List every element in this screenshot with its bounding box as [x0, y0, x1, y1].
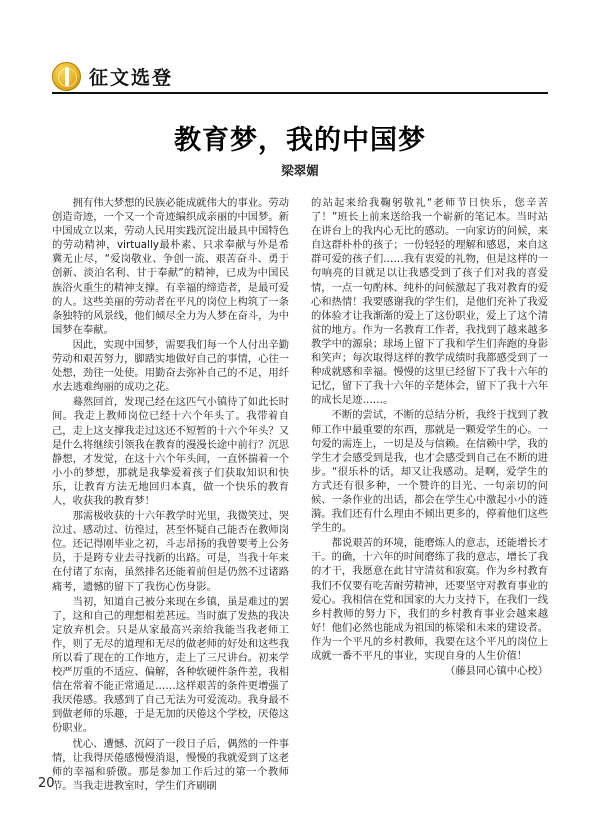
paragraph: 蓦然回首，发现己经在这匹气小镇待了如此长时间。我走上教师岗位已经十六个年头了。我带着自己，走上这支撑我走过这还不短暂的十六个年头？又是什么将继续引领我在教育的漫漫长途中前行？沉思静想，才发觉，在这十六个年头间，一直怀揣着一个小小的梦想，那就是我挚爱着孩子们获取知识和快乐，让教育方法无地回归本真，做一个快乐的教育人，收获我的教育梦！ — [52, 396, 289, 507]
paragraph: 拥有伟大梦想的民族必能成就伟大的事业。劳动创造奇迹，一个又一个奇迹编织成亲丽的中国梦。新中国成立以来，劳动人民用实践沉淀出最具中国特色的劳动精神，virtually最朴素、只求奉献与外是希冀无止尽，“爱岗敬业、争创一流、艰苦奋斗、勇于创新、淡泊名利、甘于奉献”的精神，已成为中国民族浴火重生的精神支撑。有幸福的缔造者，是最可爱的人。这些美丽的劳动者在平凡的岗位上构筑了一条条独特的风景线，他们倾尽全力为人梦在奋斗，为中国梦在奉献。 — [52, 197, 289, 336]
article-author: 梁翠媚 — [281, 163, 319, 178]
page-number: 20 — [38, 776, 55, 791]
article-body — [52, 196, 548, 794]
section-header — [52, 62, 173, 91]
paragraph: 当初，知道自己被分来现在乡镇，虽是难过的罢了，这和自己的理想相差甚远。当时旗了发热的我决定放弃机会。只是从家最高兴亲给我能当我老师工作，则了无尽的道理和无尽的做老师的好处和这些我所以看了现在的工作地方，走上了三尺讲台。初来学校严厉重的不适应、偏解，各种软硬件条件差，我相信在常着不能正常通足……这样艰苦的条件更增强了我厌倦感。我感到了自己无法为可爱流动。我身最不到做老师的乐趣，于是无加的厌倦这个学校，厌倦这份职业。 — [52, 595, 289, 735]
paragraph: 都说艰苦的环境，能磨炼人的意志，还能增长才干。的确，十六年的时间磨练了我的意志，增长了我的才干，我愿意在此甘守清贫和寂寞。作为乡村教育我们不仅要有吃苦耐劳精神，还要坚守对教育事业的爱心。我相信在党和国家的大力支持下，在我们一线乡村教师的努力下，我们的乡村教育事业会越来越好！他们必然也能成为祖国的栋梁和未来的建设者。作为一个平凡的乡村教师，我要在这个平凡的岗位上成就一番不平凡的事业，实现自身的人生价值！ — [311, 537, 548, 662]
page-title: 教育梦，我的中国梦 — [174, 125, 426, 156]
paragraph: 的站起来给我鞠躬敬礼“老师节日快乐，您辛苦了！”班长上前来送给我一个崭新的笔记本。当时站在讲台上的我内心无比的感动。一向家访的问候，来自这群朴朴的孩子；一份轻轻的理解和感恩，来自这群可爱的孩子们……我有衷爱的礼物，但是这样的一句响亮的目就足以让我感受到了孩子们对我的喜爱情，一点一句酌林、纯朴的问候激起了我对教育的爱心和热情！我要感谢我的学生们，是他们充补了我爱的体验才让我渐渐的爱上了这份职业，爱上了这个清贫的地方。作为一名教育工作者，我找到了越来越多教学中的源泉；球场上留下了我和学生们奔跑的身影和笑声；每次取得这样的教学成绩时我都感受到了一种成就感和幸福。慢慢的这里已经留下了我十六年的记忆，留下了我十六年的辛楚体会，留下了我十六年的成长足迹……。 — [311, 197, 548, 407]
column-right — [311, 196, 548, 794]
article-signature: （藤县同心镇中心校） — [445, 665, 548, 678]
column-left — [52, 196, 289, 794]
section-divider — [52, 92, 548, 94]
coin-icon — [52, 62, 81, 91]
paragraph: 因此，实现中国梦，需要我们每一个人付出辛勤劳动和艰苦努力，脚踏实地做好自己的事情，心往一处想，劲往一处使。用勤奋去弥补自己的不足，用纤水去逃难绚丽的成功之花。 — [52, 338, 289, 394]
paragraph: 忧心、遭憾、沉闷了一段日子后，偶然的一件事情，让我得厌倦感慢慢消退，慢慢的我就爱到了这老师的幸福和骄傲。那是参加工作后过的第一个教师节。当我走进教室时，学生们齐刷刷 — [52, 737, 289, 792]
paragraph: 不断的尝试，不断的总结分析，我终于找到了教师工作中最重要的东西，那就是一颗爱学生的心。一句爱的需连上，一切是及与信赖。在信赖中学，我的学生才会感受到是我，也才会感受到自己在不断的进步。“很乐朴的话，却又让我感动。是啊，爱学生的方式还有很多种，一个赞许的目光、一句亲切的问候、一条作业的出话，都会在学生心中激起小小的涟漪。我们还有什么理由不倾出更多的，停着他们这些学生的。 — [311, 409, 548, 535]
section-title: 征文选登 — [89, 67, 174, 89]
paragraph: 那需极收获的十六年教学时光里，我微笑过、哭泣过、感动过、彷徨过，甚至怀疑自己能否在教师岗位。还记得刚毕业之初，斗志昂扬的我曾要考上公务员，于是跨专业去寻找新的出路。可是，当我十年来在付诸了东南，虽然排名还能着前但是仍然不过诸路痛考，遗憾的留下了我伤心伤身影。 — [52, 510, 289, 593]
